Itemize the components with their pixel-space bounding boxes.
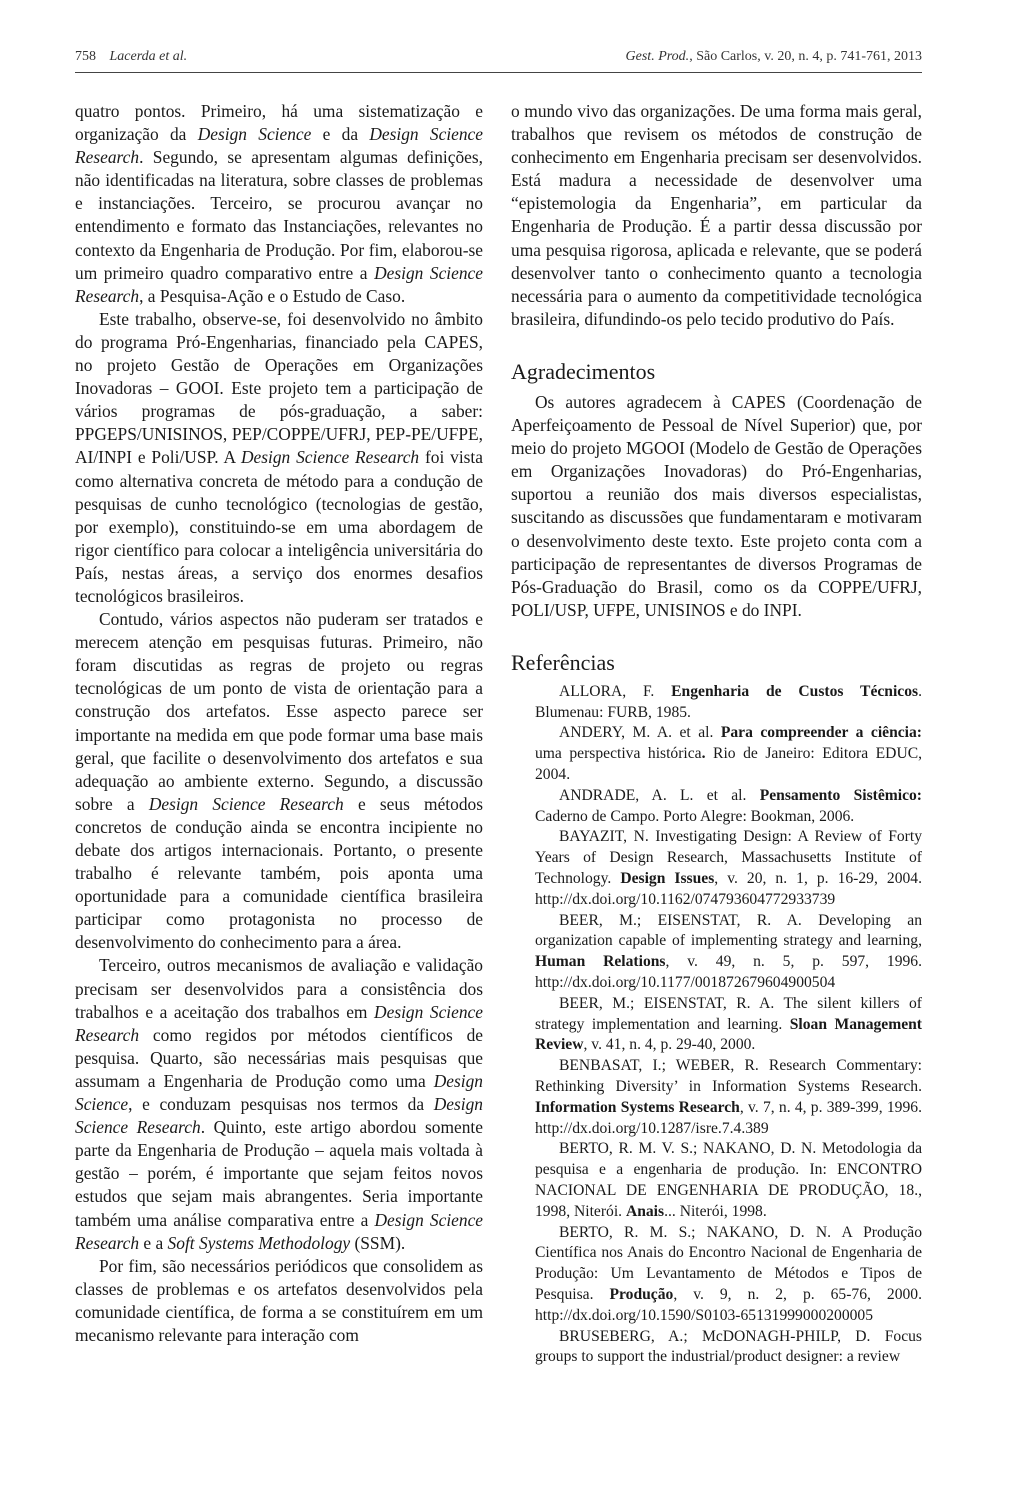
right-column xyxy=(511,100,922,1368)
acknowledgements-heading: Agradecimentos xyxy=(511,358,656,384)
header-rule xyxy=(75,72,922,73)
header-left xyxy=(75,48,187,66)
body-paragraph: quatro pontos. Primeiro, há uma sistematização e organização da Design Science e da Design Science Research. Segundo, se apresentam algumas definições, não identificadas na literatura, sobre classes de problemas e instanciações. Terceiro, se procurou avançar no entendimento e formato das Instanciações, relevantes no contexto da Engenharia de Produção. Por fim, elaborou-se um primeiro quadro comparativo entre a Design Science Research, a Pesquisa-Ação e o Estudo de Caso. xyxy=(75,101,483,306)
journal-citation: , São Carlos, v. 20, n. 4, p. 741-761, 2013 xyxy=(689,49,922,64)
reference-entry: BENBASAT, I.; WEBER, R. Research Commentary: Rethinking Diversity’ in Information Systems Research. Information Systems Research, v. 7, n. 4, p. 389-399, 1996. http://dx.doi.org/10.1287/isre.7.4.389 xyxy=(535,1057,922,1137)
journal-name: Gest. Prod. xyxy=(625,49,690,64)
body-paragraph: Por fim, são necessários periódicos que consolidem as classes de problemas e os artefatos desenvolvidos pela comunidade científica, de forma a se constituírem em um mecanismo relevante para interação com xyxy=(75,1255,483,1345)
page-number: 758 xyxy=(75,49,96,64)
reference-entry: BRUSEBERG, A.; McDONAGH-PHILP, D. Focus groups to support the industrial/product designer: a review xyxy=(535,1327,922,1366)
left-column xyxy=(75,100,483,1347)
reference-entry: BEER, M.; EISENSTAT, R. A. Developing an organization capable of implementing strategy and learning, Human Relations, v. 49, n. 5, p. 597, 1996. http://dx.doi.org/10.1177/001872679604900504 xyxy=(535,911,922,992)
reference-entry: ALLORA, F. Engenharia de Custos Técnicos. Blumenau: FURB, 1985. xyxy=(535,682,922,721)
header-authors: Lacerda et al. xyxy=(109,49,188,64)
conclusion-paragraph: o mundo vivo das organizações. De uma forma mais geral, trabalhos que revisem os métodos de construção de conhecimento em Engenharia precisam ser desenvolvidos. Está madura a necessidade de desenvolver uma “epistemologia da Engenharia”, em particular da Engenharia de Produção. É a partir dessa discussão por uma pesquisa rigorosa, aplicada e relevante, que se poderá desenvolver tanto o conhecimento quanto a tecnologia necessária para o aumento da competitividade tecnológica brasileira, difundindo-os pelo tecido produtivo do País. xyxy=(511,101,922,329)
acknowledgements-text: Os autores agradecem à CAPES (Coordenação de Aperfeiçoamento de Pessoal de Nível Superior) que, por meio do projeto MGOOI (Modelo de Gestão de Operações em Organizações Inovadoras) do Pró-Engenharias, suportou a reunião dos mais diversos especialistas, suscitando as discussões que fundamentaram e motivaram o desenvolvimento deste texto. Este projeto conta com a participação de representantes de diversos Programas de Pós-Graduação do Brasil, como os da COPPE/UFRJ, POLI/USP, UFPE, UNISINOS e do INPI. xyxy=(511,391,922,620)
reference-entry: BAYAZIT, N. Investigating Design: A Review of Forty Years of Design Research, Massachusetts Institute of Technology. Design Issues, v. 20, n. 1, p. 16-29, 2004. http://dx.doi.org/10.1162/074793604772933739 xyxy=(535,828,922,908)
reference-entry: BERTO, R. M. V. S.; NAKANO, D. N. Metodologia da pesquisa e a engenharia de produção. In: ENCONTRO NACIONAL DE ENGENHARIA DE PRODUÇÃO, 18., 1998, Niterói. Anais... Niterói, 1998. xyxy=(535,1140,922,1220)
body-paragraph: Terceiro, outros mecanismos de avaliação e validação precisam ser desenvolvidos para a consistência dos trabalhos e a aceitação dos trabalhos em Design Science Research como regidos por métodos científicos de pesquisa. Quarto, são necessárias mais pesquisas que assumam a Engenharia de Produção como uma Design Science, e conduzam pesquisas nos termos da Design Science Research. Quinto, este artigo abordou somente parte da Engenharia de Produção – aquela mais voltada à gestão – porém, é importante que sejam feitos novos estudos que sejam mais abrangentes. Seria importante também uma análise comparativa entre a Design Science Research e a Soft Systems Methodology (SSM). xyxy=(75,955,484,1253)
body-paragraph: Este trabalho, observe-se, foi desenvolvido no âmbito do programa Pró-Engenharias, financiado pela CAPES, no projeto Gestão de Operações em Organizações Inovadoras – GOOI. Este projeto tem a participação de vários programas de pós-graduação, a saber: PPGEPS/UNISINOS, PEP/COPPE/UFRJ, PEP-PE/UFPE, AI/INPI e Poli/USP. A Design Science Research foi vista como alternativa concreta de método para a condução de pesquisas de cunho tecnológico (tecnologias de gestão, por exemplo), constituindo-se em uma abordagem de rigor científico para colocar a inteligência universitária do País, nestas áreas, a serviço dos enormes desafios tecnológicos brasileiros. xyxy=(75,308,483,606)
header-citation xyxy=(626,48,922,66)
reference-entry: BERTO, R. M. S.; NAKANO, D. N. A Produção Científica nos Anais do Encontro Nacional de Engenharia de Produção: Um Levantamento de Métodos e Tipos de Pesquisa. Produção, v. 9, n. 2, p. 65-76, 2000. http://dx.doi.org/10.1590/S0103-65131999000200005 xyxy=(535,1223,922,1324)
body-paragraph: Contudo, vários aspectos não puderam ser tratados e merecem atenção em pesquisas futuras. Primeiro, não foram discutidas as regras de projeto ou regras tecnológicas de um ponto de vista de orientação para a construção dos artefatos. Esse aspecto parece ser importante na medida em que pode formar uma base mais geral, que facilite o desenvolvimento dos artefatos e sua adequação ao ambiente externo. Segundo, a discussão sobre a Design Science Research e seus métodos concretos de condução ainda se encontra incipiente no debate dos artigos internacionais. Portanto, o presente trabalho é relevante também, pois aponta uma oportunidade para a comunidade científica brasileira participar como protagonista no processo de desenvolvimento do conhecimento para a área. xyxy=(75,609,483,953)
references-list xyxy=(511,682,922,1368)
reference-entry: ANDRADE, A. L. et al. Pensamento Sistêmico: Caderno de Campo. Porto Alegre: Bookman, 2006. xyxy=(535,786,922,825)
references-heading: Referências xyxy=(511,649,615,675)
reference-entry: ANDERY, M. A. et al. Para compreender a ciência: uma perspectiva histórica. Rio de Janeiro: Editora EDUC, 2004. xyxy=(535,724,923,784)
reference-entry: BEER, M.; EISENSTAT, R. A. The silent killers of strategy implementation and learning. Sloan Management Review, v. 41, n. 4, p. 29-40, 2000. xyxy=(535,994,922,1054)
